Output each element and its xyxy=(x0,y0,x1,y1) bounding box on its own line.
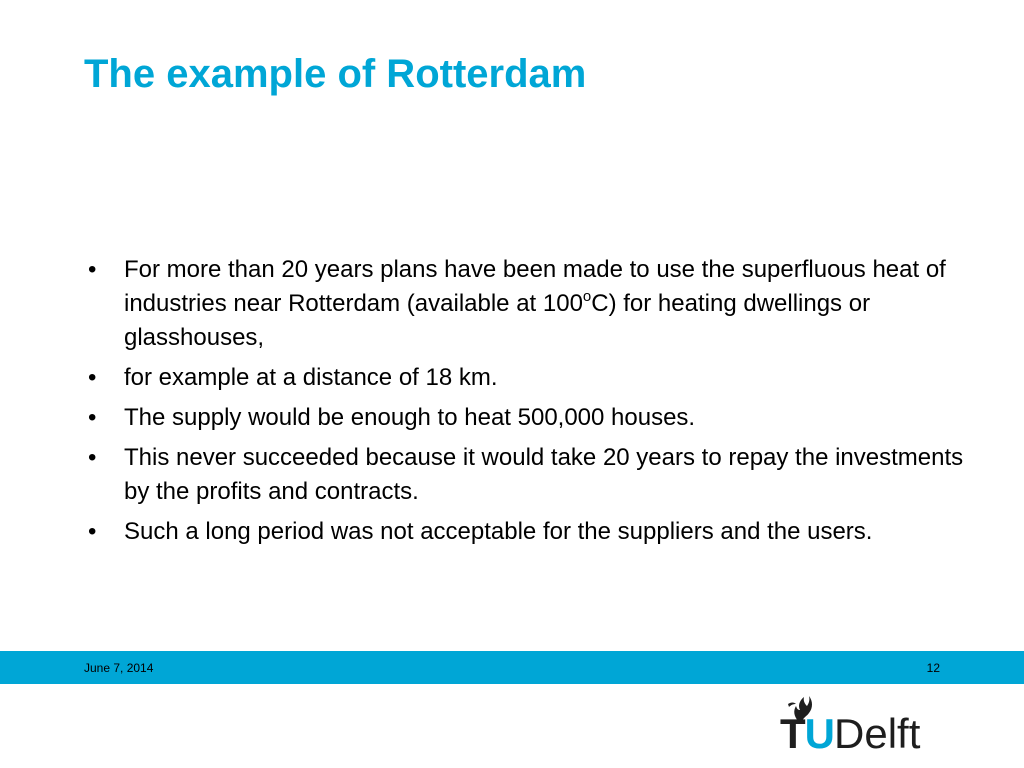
degree-superscript: o xyxy=(582,288,592,305)
bullet-marker: • xyxy=(88,364,97,391)
bullet-item xyxy=(88,401,968,435)
logo-u: U xyxy=(804,710,834,757)
bullet-marker: • xyxy=(88,518,97,545)
page-number: 12 xyxy=(926,661,940,675)
bullet-text: Such a long period was not acceptable for the suppliers and the users. xyxy=(124,518,873,545)
bullet-text: The supply would be enough to heat 500,000 houses. xyxy=(124,404,696,431)
logo-t: T xyxy=(780,710,805,757)
bullet-text: This never succeeded because it would take 20 years to repay the investments by the profits and contracts. xyxy=(124,444,964,505)
bullet-marker: • xyxy=(88,256,97,283)
bullet-item xyxy=(88,441,968,509)
bullet-text: for example at a distance of 18 km. xyxy=(124,364,498,391)
logo-delft: Delft xyxy=(834,710,921,757)
footer-date: June 7, 2014 xyxy=(84,661,154,675)
bullet-list xyxy=(88,253,968,555)
logo-wordmark xyxy=(780,710,921,757)
bullet-item xyxy=(88,253,968,355)
slide-title: The example of Rotterdam xyxy=(84,52,587,96)
bullet-item xyxy=(88,515,968,549)
bullet-text-part: C) for heating dwellings or glasshouses, xyxy=(124,290,871,351)
bullet-item xyxy=(88,361,968,395)
bullet-marker: • xyxy=(88,404,97,431)
bullet-text-part: For more than 20 years plans have been made to use the superfluous heat of industries near Rotterdam (available at 100 xyxy=(124,256,946,317)
tudelft-logo xyxy=(780,694,940,756)
logo-tu xyxy=(780,710,834,757)
bullet-marker: • xyxy=(88,444,97,471)
footer-bar xyxy=(0,651,1024,684)
